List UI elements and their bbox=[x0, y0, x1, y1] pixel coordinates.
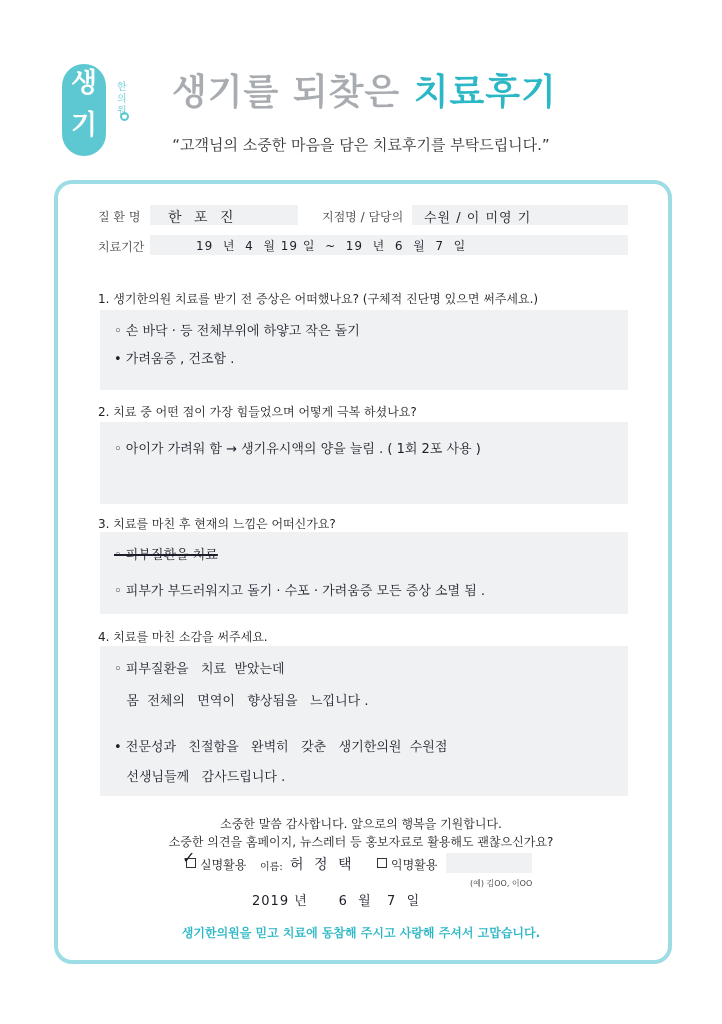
answer-1-line-1: ◦ 손 바닥 · 등 전체부위에 하얗고 작은 돌기 bbox=[114, 324, 360, 339]
branch-value: 수원 / 이 미영 기 bbox=[424, 211, 532, 226]
answer-4-box[interactable] bbox=[100, 646, 628, 796]
disease-value: 한 포 진 bbox=[168, 210, 238, 226]
answer-2-line-1: ◦ 아이가 가려워 함 → 생기유시액의 양을 늘림 . ( 1회 2포 사용 ) bbox=[114, 442, 481, 457]
anonymous-label: 익명활용 bbox=[391, 858, 438, 872]
logo-char-2: 기 bbox=[70, 110, 98, 141]
anonymous-name-field[interactable] bbox=[446, 853, 532, 873]
period-label: 치료기간 bbox=[98, 240, 145, 254]
logo-char-1: 생 bbox=[70, 68, 98, 99]
consent-text: 소중한 의견을 홈페이지, 뉴스레터 등 홍보자료로 활용해도 괜찮으신가요? bbox=[168, 835, 554, 849]
answer-2-box[interactable] bbox=[100, 422, 628, 504]
answer-3-line-1: ◦ 피부가 부드러워지고 돌기 · 수포 · 가려움증 모든 증상 소멸 됨 . bbox=[114, 584, 486, 599]
check-mark-icon: ✓ bbox=[182, 848, 196, 867]
page-subtitle: “고객님의 소중한 마음을 담은 치료후기를 부탁드립니다.” bbox=[172, 136, 550, 154]
answer-4-line-4: 선생님들께 감사드립니다 . bbox=[114, 770, 286, 785]
real-name-label: 실명활용 bbox=[200, 858, 247, 872]
question-4: 4. 치료를 마친 소감을 써주세요. bbox=[98, 630, 268, 644]
date-value: 2019 년 6 월 7 일 bbox=[252, 894, 421, 909]
question-3: 3. 치료를 마친 후 현재의 느낌은 어떠신가요? bbox=[98, 517, 336, 531]
question-1: 1. 생기한의원 치료를 받기 전 증상은 어떠했나요? (구체적 진단명 있으면 써주세요.) bbox=[98, 292, 539, 306]
logo-subtext: 한의원 bbox=[117, 82, 127, 117]
title-part-1: 생기를 되찾은 bbox=[172, 72, 414, 113]
disease-label: 질 환 명 bbox=[98, 210, 141, 224]
answer-1-line-2: • 가려움증 , 건조함 . bbox=[114, 352, 235, 367]
page-title bbox=[172, 64, 557, 115]
title-part-2: 치료후기 bbox=[413, 72, 557, 113]
name-value: 허 정 택 bbox=[290, 857, 355, 873]
example-text: (예) 김OO, 이OO bbox=[470, 879, 533, 888]
question-2: 2. 치료 중 어떤 점이 가장 힘들었으며 어떻게 극복 하셨나요? bbox=[98, 405, 417, 419]
anonymous-checkbox[interactable] bbox=[377, 858, 387, 868]
answer-4-line-1: ◦ 피부질환을 치료 받았는데 bbox=[114, 662, 285, 677]
branch-label: 지점명 / 담당의 bbox=[322, 210, 404, 224]
thanks-text: 소중한 말씀 감사합니다. 앞으로의 행복을 기원합니다. bbox=[220, 817, 502, 831]
answer-4-line-3: • 전문성과 친절함을 완벽히 갖춘 생기한의원 수원점 bbox=[114, 740, 448, 755]
answer-3-struck-line: ◦ 피부질환을 치료 bbox=[114, 548, 218, 563]
bottom-note: 생기한의원을 믿고 치료에 동참해 주시고 사랑해 주셔서 고맙습니다. bbox=[181, 926, 541, 940]
name-label: 이름: bbox=[260, 862, 283, 873]
answer-4-line-2: 몸 전체의 면역이 향상됨을 느낍니다 . bbox=[114, 694, 369, 709]
answer-1-box[interactable] bbox=[100, 310, 628, 390]
period-value: 19 년 4 월 19 일 ~ 19 년 6 월 7 일 bbox=[196, 239, 467, 253]
answer-3-box[interactable] bbox=[100, 532, 628, 614]
